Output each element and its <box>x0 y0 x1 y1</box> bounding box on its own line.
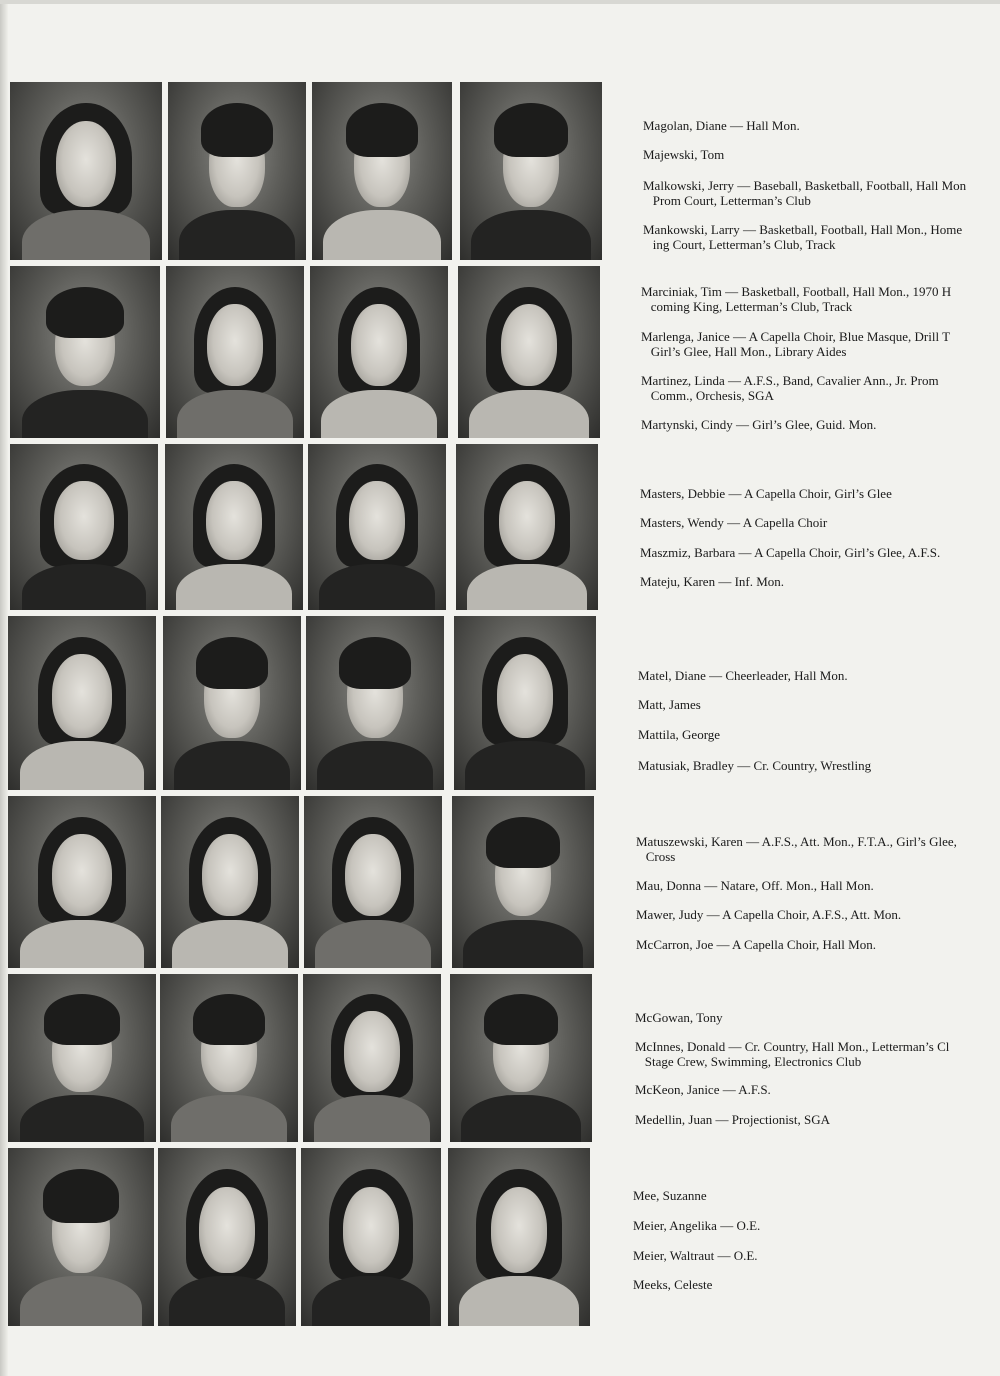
portrait-head <box>501 304 558 387</box>
student-portrait <box>163 616 301 790</box>
portrait-head <box>497 654 554 738</box>
roster-entry: Mankowski, Larry — Basketball, Football, Hall Mon., Home ing Court, Letterman’s Club, Track <box>643 222 963 252</box>
portrait-head <box>207 304 262 387</box>
roster-entry: Mateju, Karen — Inf. Mon. <box>640 574 785 589</box>
roster-entry: McCarron, Joe — A Capella Choir, Hall Mon. <box>636 937 876 952</box>
roster-entry: Mawer, Judy — A Capella Choir, A.F.S., Att. Mon. <box>636 907 902 922</box>
portrait-head <box>491 1187 548 1272</box>
portrait-head <box>499 481 556 561</box>
portrait-head <box>199 1187 254 1272</box>
roster-entry: Masters, Debbie — A Capella Choir, Girl’s Glee <box>640 486 892 501</box>
portrait-body <box>323 210 441 260</box>
portrait-hair <box>44 994 121 1044</box>
portrait-body <box>315 920 431 968</box>
roster-entry: Mee, Suzanne <box>633 1188 707 1203</box>
portrait-body <box>177 390 293 438</box>
portrait-body <box>467 564 586 610</box>
portrait-body <box>469 390 588 438</box>
portrait-body <box>317 741 433 790</box>
portrait-hair <box>346 103 419 156</box>
page-edge <box>0 0 1000 4</box>
portrait-body <box>22 564 146 610</box>
roster-entry: Matusiak, Bradley — Cr. Country, Wrestling <box>638 758 872 773</box>
roster-entry: Masters, Wendy — A Capella Choir <box>640 515 828 530</box>
student-portrait <box>456 444 598 610</box>
roster-entry: Matuszewski, Karen — A.F.S., Att. Mon., F.T.A., Girl’s Glee, Cross <box>636 834 957 864</box>
portrait-head <box>202 834 257 917</box>
roster-entry: McInnes, Donald — Cr. Country, Hall Mon., Letterman’s Cl Stage Crew, Swimming, Electronics Club <box>635 1039 950 1069</box>
student-portrait <box>312 82 452 260</box>
portrait-head <box>52 654 111 738</box>
student-portrait <box>10 82 162 260</box>
portrait-hair <box>196 637 268 689</box>
roster-entry: Magolan, Diane — Hall Mon. <box>643 118 800 133</box>
roster-entry: Meeks, Celeste <box>633 1277 713 1292</box>
portrait-body <box>172 920 288 968</box>
student-portrait <box>450 974 592 1142</box>
student-portrait <box>303 974 441 1142</box>
portrait-body <box>312 1276 430 1326</box>
portrait-head <box>351 304 406 387</box>
roster-entry: Matel, Diane — Cheerleader, Hall Mon. <box>638 668 848 683</box>
roster-entry: Malkowski, Jerry — Baseball, Basketball, Football, Hall Mon Prom Court, Letterman’s Club <box>643 178 967 208</box>
portrait-body <box>459 1276 578 1326</box>
student-portrait <box>306 616 444 790</box>
portrait-body <box>171 1095 287 1142</box>
portrait-head <box>54 481 113 561</box>
student-portrait <box>165 444 303 610</box>
student-portrait <box>301 1148 441 1326</box>
student-portrait <box>310 266 448 438</box>
portrait-body <box>22 390 148 438</box>
portrait-head <box>349 481 404 561</box>
student-portrait <box>454 616 596 790</box>
portrait-body <box>461 1095 580 1142</box>
portrait-body <box>169 1276 285 1326</box>
portrait-hair <box>484 994 558 1044</box>
student-portrait <box>304 796 442 968</box>
student-portrait <box>8 1148 154 1326</box>
student-portrait <box>158 1148 296 1326</box>
portrait-head <box>343 1187 399 1272</box>
roster-entry: Meier, Angelika — O.E. <box>633 1218 761 1233</box>
roster-entry: Matt, James <box>638 697 701 712</box>
portrait-body <box>20 1276 143 1326</box>
roster-entry: Martynski, Cindy — Girl’s Glee, Guid. Mon. <box>641 417 877 432</box>
student-portrait <box>458 266 600 438</box>
roster-entry: McGowan, Tony <box>635 1010 723 1025</box>
portrait-head <box>52 834 111 917</box>
roster-entry: Mau, Donna — Natare, Off. Mon., Hall Mon. <box>636 878 874 893</box>
portrait-hair <box>486 817 560 869</box>
roster-entry: Medellin, Juan — Projectionist, SGA <box>635 1112 830 1127</box>
portrait-hair <box>494 103 568 156</box>
student-portrait <box>8 796 156 968</box>
portrait-hair <box>201 103 273 156</box>
portrait-body <box>314 1095 430 1142</box>
student-portrait <box>166 266 304 438</box>
roster-entry: Marlenga, Janice — A Capella Choir, Blue Masque, Drill T Girl’s Glee, Hall Mon., Library Aides <box>641 329 951 359</box>
portrait-hair <box>193 994 265 1044</box>
portrait-body <box>22 210 150 260</box>
portrait-hair <box>339 637 411 689</box>
portrait-head <box>345 834 400 917</box>
student-portrait <box>160 974 298 1142</box>
portrait-hair <box>46 287 124 339</box>
portrait-body <box>174 741 290 790</box>
portrait-body <box>179 210 295 260</box>
portrait-body <box>20 1095 144 1142</box>
student-portrait <box>448 1148 590 1326</box>
portrait-body <box>319 564 435 610</box>
portrait-body <box>471 210 590 260</box>
portrait-head <box>206 481 261 561</box>
roster-entry: Mattila, George <box>638 727 721 742</box>
portrait-body <box>463 920 582 968</box>
roster-entry: Majewski, Tom <box>643 147 725 162</box>
student-portrait <box>10 444 158 610</box>
roster-entry: Meier, Waltraut — O.E. <box>633 1248 758 1263</box>
roster-entry: Maszmiz, Barbara — A Capella Choir, Girl’s Glee, A.F.S. <box>640 545 941 560</box>
student-portrait <box>8 616 156 790</box>
portrait-body <box>321 390 437 438</box>
roster-entry: McKeon, Janice — A.F.S. <box>635 1082 771 1097</box>
student-portrait <box>10 266 160 438</box>
portrait-body <box>20 741 144 790</box>
student-portrait <box>168 82 306 260</box>
portrait-head <box>56 121 117 206</box>
student-portrait <box>452 796 594 968</box>
student-portrait <box>308 444 446 610</box>
student-portrait <box>161 796 299 968</box>
portrait-body <box>176 564 292 610</box>
student-portrait <box>460 82 602 260</box>
roster-entry: Marciniak, Tim — Basketball, Football, Hall Mon., 1970 H coming King, Letterman’s Club, Track <box>641 284 952 314</box>
portrait-hair <box>43 1169 119 1222</box>
portrait-body <box>20 920 144 968</box>
portrait-head <box>344 1011 399 1092</box>
roster-entry: Martinez, Linda — A.F.S., Band, Cavalier Ann., Jr. Prom Comm., Orchesis, SGA <box>641 373 939 403</box>
student-portrait <box>8 974 156 1142</box>
portrait-body <box>465 741 584 790</box>
page-edge <box>0 0 8 1376</box>
